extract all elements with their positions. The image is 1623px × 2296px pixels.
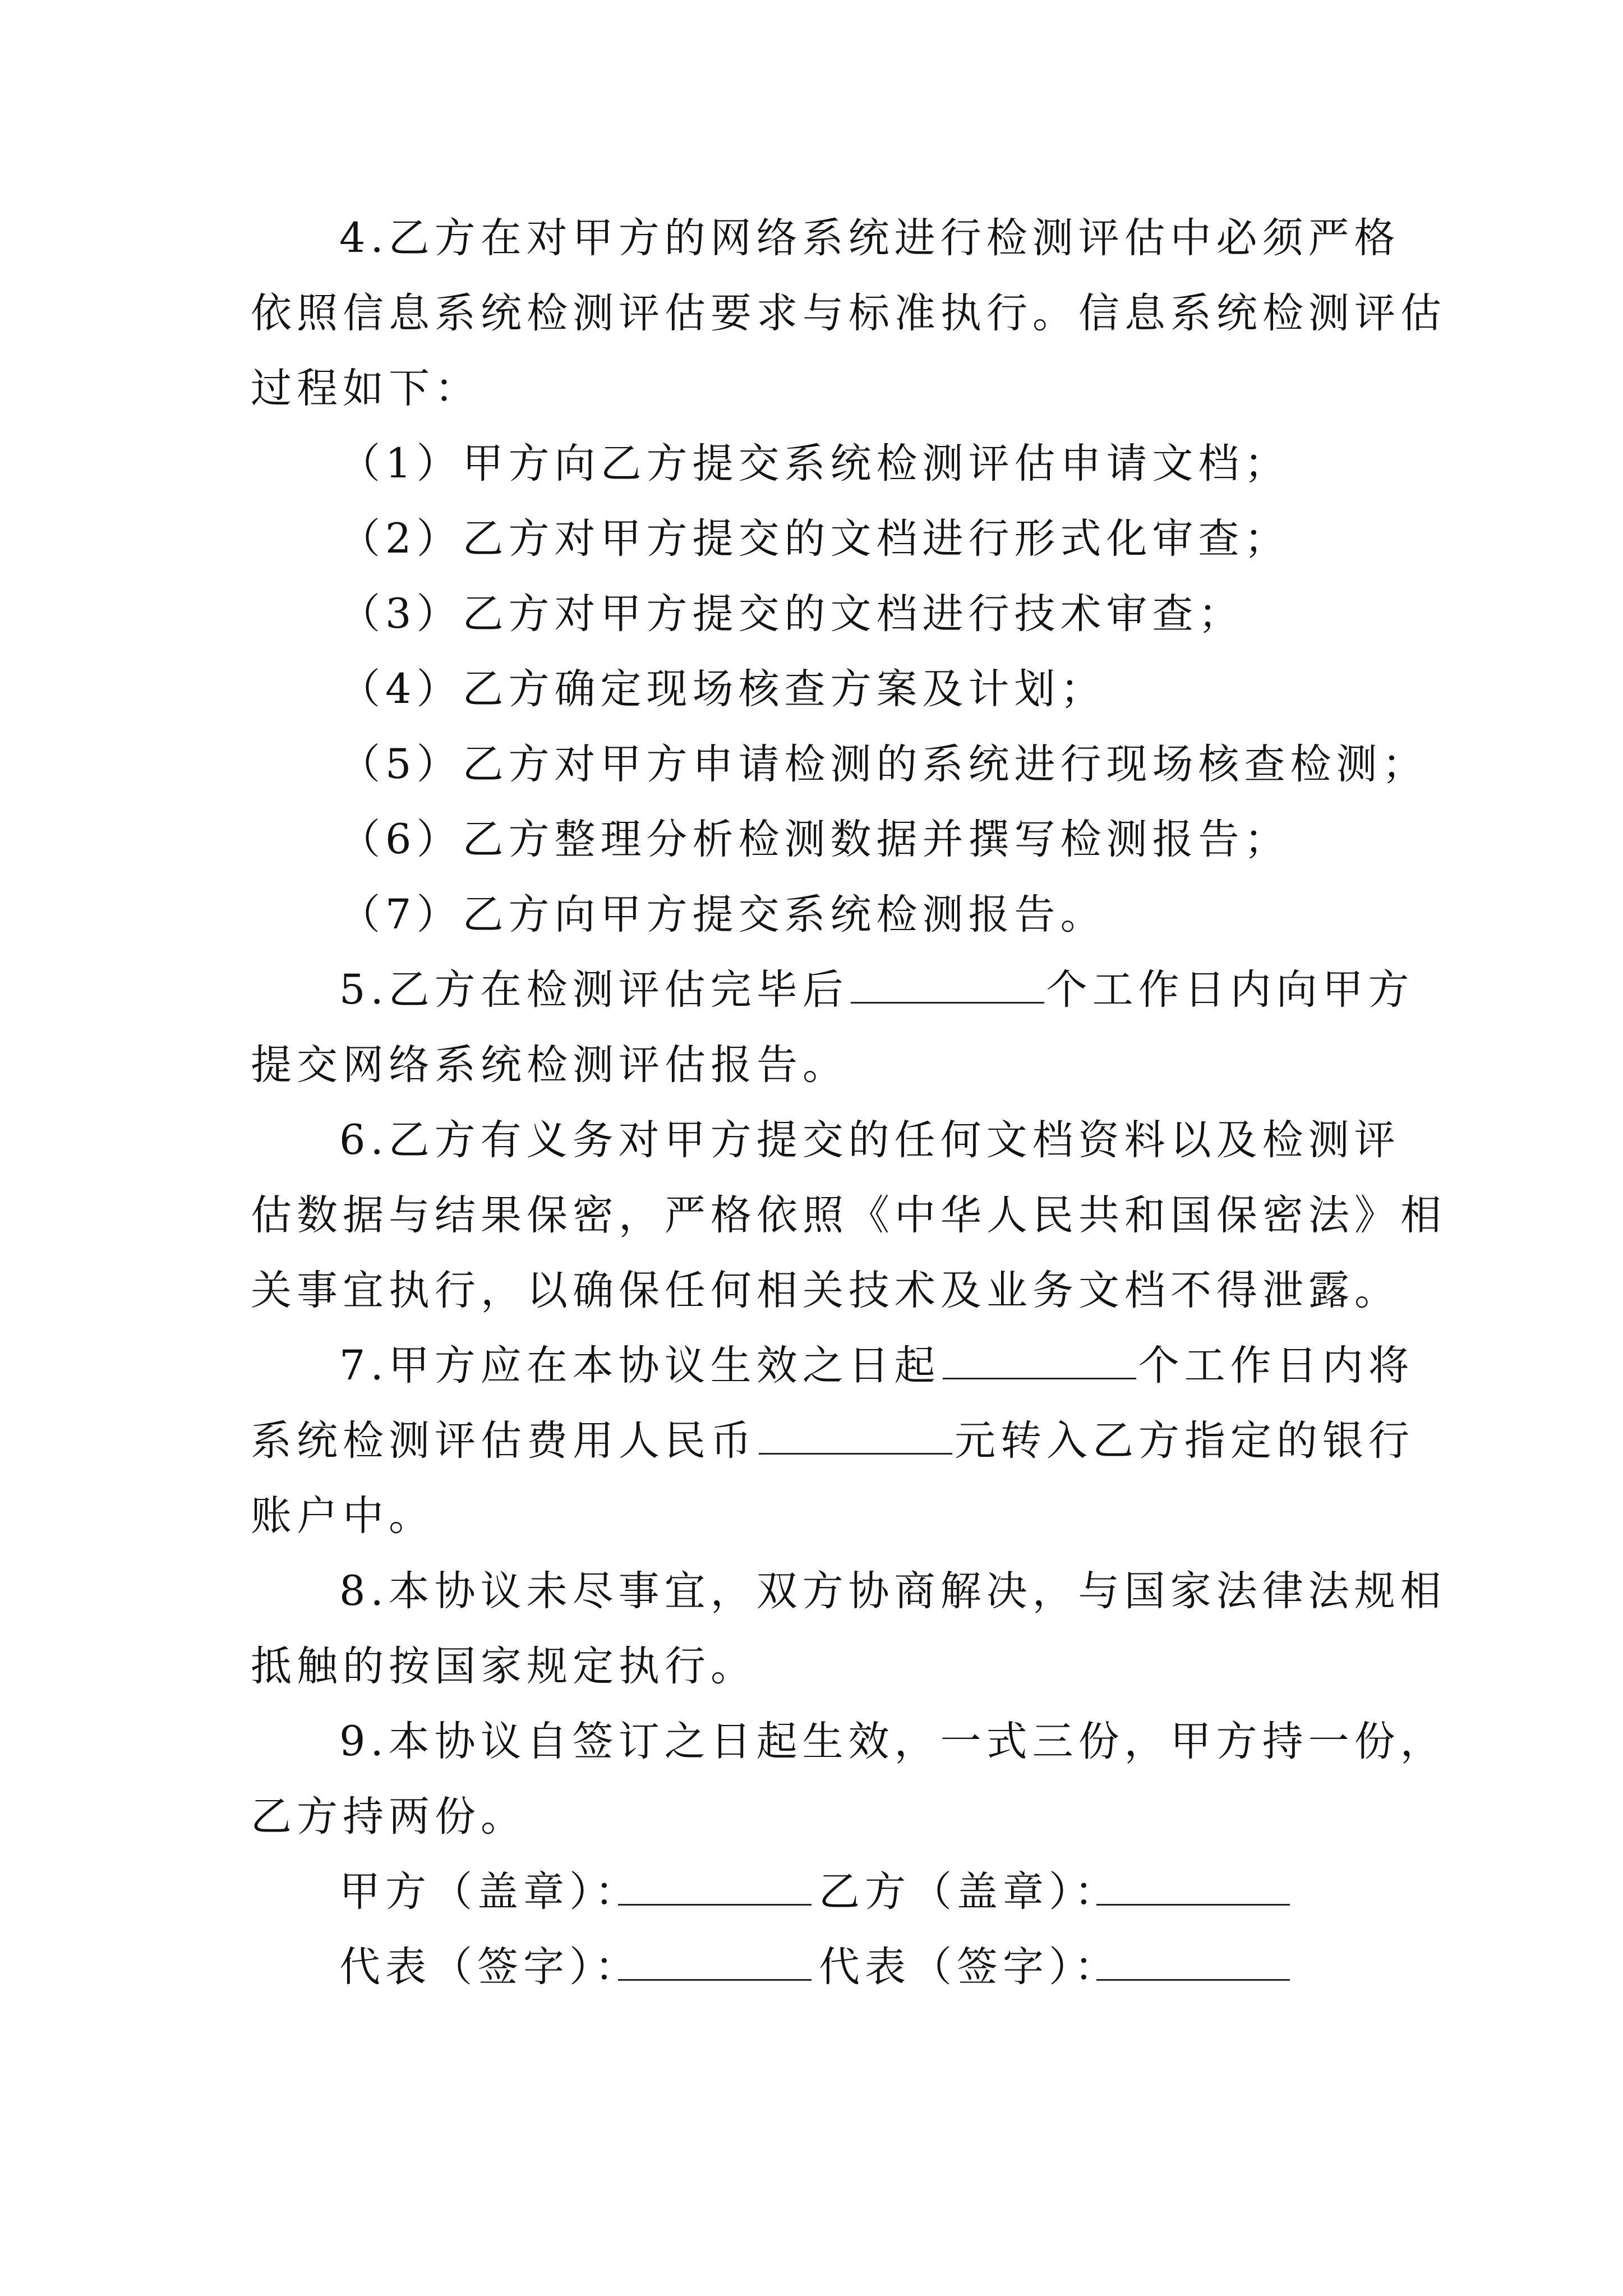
- party-b-seal-label: 乙方（盖章）：: [819, 1868, 1121, 1916]
- step-item: （7）乙方向甲方提交系统检测报告。: [339, 891, 1106, 938]
- party-b-rep-field[interactable]: [1094, 1936, 1292, 1998]
- clause-4-line-2: 依照信息系统检测评估要求与标准执行。信息系统检测评估: [251, 289, 1446, 337]
- clause-8-line-2: 抵触的按国家规定执行。: [251, 1642, 757, 1690]
- clause-7-line-3: 账户中。: [251, 1492, 435, 1540]
- clause-4-line-1: 4.乙方在对甲方的网络系统进行检测评估中必须严格: [339, 214, 1400, 262]
- clause-5-text-b: 个工作日内向甲方: [1046, 966, 1414, 1014]
- clause-7-text-a: 7.甲方应在本协议生效之日起: [339, 1342, 940, 1389]
- step-item: （5）乙方对甲方申请检测的系统进行现场核查检测；: [339, 740, 1428, 788]
- clause-6-line-1: 6.乙方有义务对甲方提交的任何文档资料以及检测评: [339, 1116, 1400, 1164]
- party-a-rep-field[interactable]: [616, 1936, 814, 1998]
- party-a-seal-field[interactable]: [616, 1861, 814, 1923]
- step-item: （4）乙方确定现场核查方案及计划；: [339, 665, 1106, 713]
- amount-blank-field[interactable]: [759, 1420, 952, 1455]
- clause-9-line-1: 9.本协议自签订之日起生效，一式三份，甲方持一份，: [339, 1718, 1446, 1765]
- clause-8-line-1: 8.本协议未尽事宜，双方协商解决，与国家法律法规相: [339, 1567, 1446, 1615]
- clause-5-text-a: 5.乙方在检测评估完毕后: [339, 966, 849, 1014]
- clause-7-line-2: [251, 1410, 1414, 1472]
- clause-4-line-3: 过程如下：: [251, 365, 481, 412]
- clause-7-text-b: 个工作日内将: [1138, 1342, 1414, 1389]
- days-blank-field[interactable]: [851, 969, 1044, 1004]
- clause-9-line-2: 乙方持两份。: [251, 1793, 527, 1841]
- party-a-seal-label: 甲方（盖章）：: [339, 1868, 641, 1916]
- clause-7-line-1: [339, 1335, 1414, 1397]
- step-item: （2）乙方对甲方提交的文档进行形式化审查；: [339, 515, 1290, 563]
- party-b-seal-field[interactable]: [1094, 1861, 1292, 1923]
- clause-7-text-c: 系统检测评估费用人民币: [251, 1417, 757, 1465]
- clause-5-line-1: [339, 959, 1414, 1021]
- step-item: （6）乙方整理分析检测数据并撰写检测报告；: [339, 816, 1290, 863]
- payment-days-blank-field[interactable]: [943, 1345, 1136, 1379]
- party-a-rep-label: 代表（签字）：: [339, 1943, 641, 1991]
- party-b-rep-label: 代表（签字）：: [819, 1943, 1121, 1991]
- step-item: （3）乙方对甲方提交的文档进行技术审查；: [339, 590, 1244, 638]
- clause-6-line-2: 估数据与结果保密，严格依照《中华人民共和国保密法》相: [251, 1191, 1446, 1239]
- clause-6-line-3: 关事宜执行，以确保任何相关技术及业务文档不得泄露。: [251, 1267, 1400, 1314]
- clause-7-text-d: 元转入乙方指定的银行: [955, 1417, 1414, 1465]
- step-item: （1）甲方向乙方提交系统检测评估申请文档；: [339, 440, 1290, 487]
- clause-5-line-2: 提交网络系统检测评估报告。: [251, 1041, 849, 1089]
